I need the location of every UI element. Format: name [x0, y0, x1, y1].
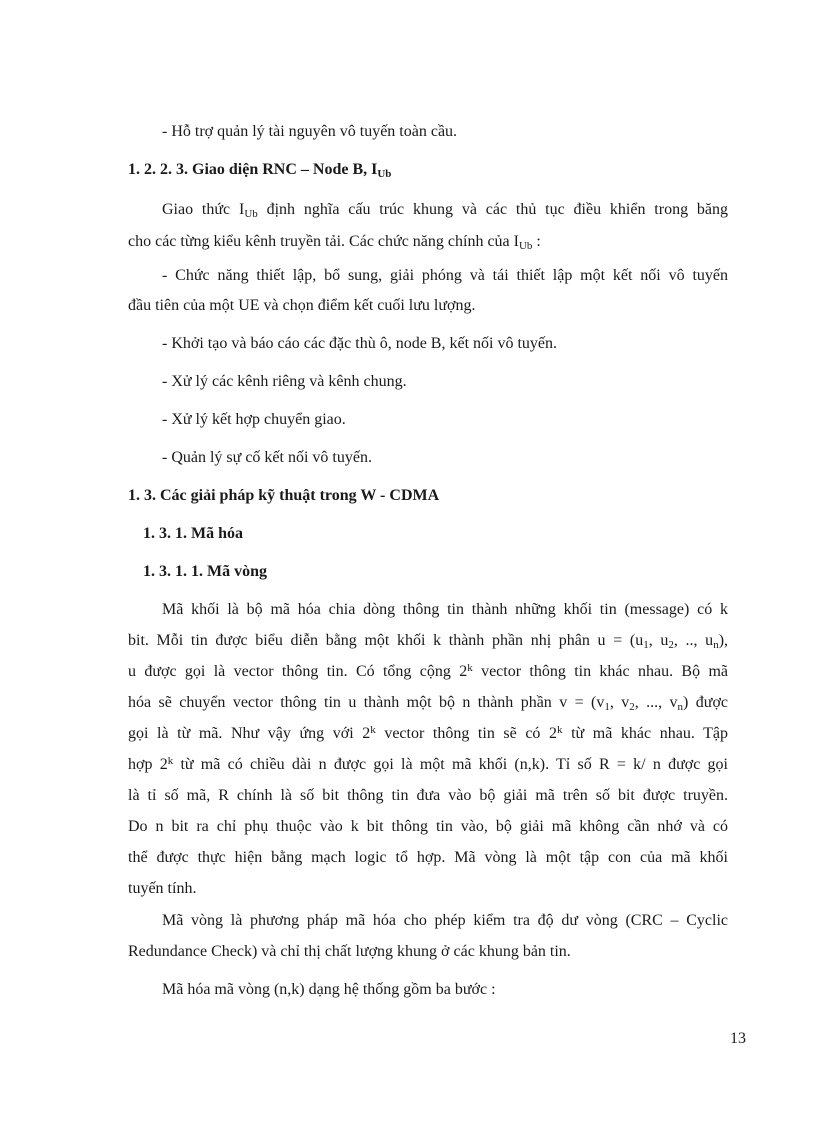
- heading-iub-interface: 1. 2. 2. 3. Giao diện RNC – Node B, $I_{Ub}$: [128, 161, 392, 180]
- heading-section-1-3-1: 1. 3. 1. Mã hóa: [143, 525, 243, 542]
- paragraph-line: thể được thực hiện bằng mạch logic tổ hợp. Mã vòng là một tập con của mã khối: [128, 849, 728, 866]
- paragraph-line: là tỉ số mã, R chính là số bit thông tin đưa vào bộ giải mã trên số bit được truyền.: [128, 787, 728, 804]
- paragraph-line: Mã vòng là phương pháp mã hóa cho phép kiểm tra độ dư vòng (CRC – Cyclic: [162, 912, 728, 929]
- paragraph-line: Mã khối là bộ mã hóa chia dòng thông tin thành những khối tin (message) có k: [162, 601, 728, 618]
- page-number: 13: [730, 1030, 746, 1047]
- paragraph-line: cho các từng kiểu kênh truyền tải. Các chức năng chính của $I_{Ub}$ :: [128, 233, 541, 252]
- heading-section-1-3: 1. 3. Các giải pháp kỹ thuật trong W - CDMA: [128, 487, 440, 504]
- bullet-function-setup-cont: đầu tiên của một UE và chọn điểm kết cuối lưu lượng.: [128, 297, 476, 314]
- paragraph-line: Mã hóa mã vòng (n,k) dạng hệ thống gồm ba bước :: [162, 981, 496, 998]
- paragraph-line: tuyến tính.: [128, 880, 197, 897]
- paragraph-line: hợp 2$^k$ từ mã có chiều dài n được gọi là một mã khối (n,k). Tỉ số R = k/ n được gọi: [128, 755, 728, 773]
- paragraph-line: bit. Mỗi tin được biểu diễn bằng một khối k thành phần nhị phân $u = (u_1$, $u_2$, .., $u_n$),: [128, 632, 729, 651]
- paragraph-line: Giao thức $I_{Ub}$ định nghĩa cấu trúc khung và các thủ tục điều khiển trong băng: [162, 201, 728, 220]
- paragraph-line: gọi là từ mã. Như vậy ứng với 2$^k$ vector thông tin sẽ có 2$^k$ từ mã khác nhau. Tập: [128, 724, 728, 742]
- bullet-channels: - Xử lý các kênh riêng và kênh chung.: [162, 373, 407, 390]
- bullet-failure: - Quản lý sự cố kết nối vô tuyến.: [162, 449, 372, 466]
- paragraph-line: Do n bit ra chỉ phụ thuộc vào k bit thông tin vào, bộ giải mã không cần nhớ và có: [128, 818, 728, 835]
- bullet-handover: - Xử lý kết hợp chuyển giao.: [162, 411, 346, 428]
- bullet-global-resource: - Hỗ trợ quản lý tài nguyên vô tuyến toàn cầu.: [162, 123, 458, 140]
- paragraph-line: hóa sẽ chuyển vector thông tin u thành một bộ n thành phần $v = (v_1$, $v_2$, ..., $v_n$) được: [128, 694, 729, 713]
- bullet-function-setup: - Chức năng thiết lập, bổ sung, giải phóng và tái thiết lập một kết nối vô tuyến: [162, 267, 728, 284]
- bullet-cell-init: - Khởi tạo và báo cáo các đặc thù ô, node B, kết nối vô tuyến.: [162, 335, 558, 352]
- heading-section-1-3-1-1: 1. 3. 1. 1. Mã vòng: [143, 563, 267, 580]
- paragraph-line: Redundance Check) và chỉ thị chất lượng khung ở các khung bản tin.: [128, 943, 571, 960]
- paragraph-line: u được gọi là vector thông tin. Có tổng cộng 2$^k$ vector thông tin khác nhau. Bộ mã: [128, 662, 728, 680]
